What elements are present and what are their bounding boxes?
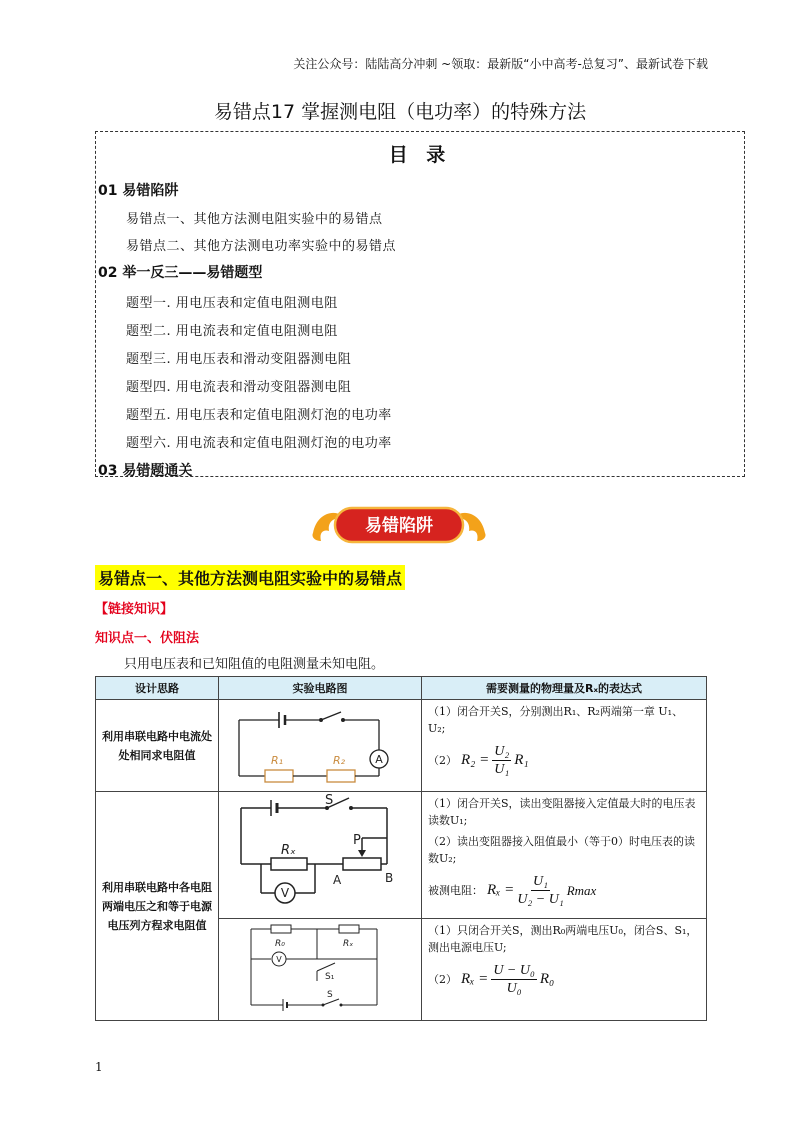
toc-item[interactable]: 题型二. 用电流表和定值电阻测电阻: [126, 324, 338, 339]
numerator: U₂: [494, 744, 510, 759]
expression-cell: [422, 919, 707, 1021]
circuit-cell: [219, 919, 422, 1021]
page-title: 易错点17 掌握测电阻（电功率）的特殊方法: [213, 101, 587, 123]
design-idea: 利用串联电路中电流处处相同求电阻值: [96, 700, 219, 792]
toc-item[interactable]: 易错点一、其他方法测电阻实验中的易错点: [126, 212, 383, 227]
switch-circuit-diagram: [219, 919, 422, 1017]
toc-item[interactable]: 题型五. 用电压表和定值电阻测灯泡的电功率: [126, 408, 392, 423]
toc-section-2[interactable]: 02 举一反三——易错题型: [98, 265, 263, 281]
ammeter-label: A: [375, 753, 383, 766]
toc-section-1[interactable]: 01 易错陷阱: [98, 183, 179, 199]
label-p: P: [353, 833, 361, 848]
toc-heading: 目 录: [388, 144, 452, 166]
header-design: 设计思路: [96, 677, 219, 700]
numerator: U − U₀: [493, 963, 535, 978]
label-r2: R₂: [333, 754, 346, 767]
design-idea: 利用串联电路中各电阻两端电压之和等于电源电压列方程求电阻值: [96, 792, 219, 1021]
label-rx: Rₓ: [281, 843, 296, 858]
toc-item[interactable]: 题型四. 用电流表和滑动变阻器测电阻: [126, 380, 352, 395]
methods-table: [95, 676, 707, 1021]
header-expression: 需要测量的物理量及Rₓ的表达式: [422, 677, 707, 700]
label-r1: R₁: [271, 754, 284, 767]
expression-cell: [422, 792, 707, 919]
voltmeter-label: V: [280, 886, 290, 900]
banner-text: 易错陷阱: [365, 516, 433, 536]
label-b: B: [385, 871, 394, 885]
label-s: S: [325, 793, 334, 808]
toc-item[interactable]: 题型六. 用电流表和定值电阻测灯泡的电功率: [126, 436, 392, 451]
table-of-contents: [95, 131, 745, 477]
expression-cell: [422, 700, 707, 792]
table-header-row: [96, 677, 707, 700]
fraction: [492, 743, 511, 778]
toc-item[interactable]: 题型一. 用电压表和定值电阻测电阻: [126, 296, 338, 311]
formula-rhs: R₀: [539, 971, 555, 987]
formula-lhs: R₂ =: [461, 752, 490, 768]
header-circuit: 实验电路图: [219, 677, 422, 700]
formula: [428, 873, 700, 908]
knowledge-point-title: 知识点一、伏阻法: [95, 631, 200, 646]
step-text: （2）读出变阻器接入阻值最小（等于0）时电压表的读数U₂;: [428, 835, 695, 865]
intro-text: 只用电压表和已知阻值的电阻测量未知电阻。: [124, 657, 385, 672]
step-text: （1）闭合开关S，分别测出R₁、R₂两端第一章 U₁、U₂;: [428, 705, 684, 735]
section-title: 易错点一、其他方法测电阻实验中的易错点: [95, 565, 405, 590]
formula-prefix: （2）: [428, 973, 457, 986]
formula-lhs: Rₓ =: [487, 882, 515, 898]
circuit-cell: [219, 700, 422, 792]
label-rx: Rₓ: [343, 939, 354, 949]
denominator: U₂ − U₁: [517, 892, 564, 907]
formula-rhs: Rmax: [566, 883, 597, 898]
formula-lhs: Rₓ =: [461, 971, 489, 987]
circuit-cell: [219, 792, 422, 919]
formula-prefix: 被测电阻：: [428, 884, 483, 897]
voltmeter-label: V: [276, 955, 282, 964]
fraction: [491, 962, 537, 997]
step-text: （1）只闭合开关S，测出R₀两端电压U₀，闭合S、S₁，测出电源电压U;: [428, 924, 698, 954]
header-note: 关注公众号：陆陆高分冲刺 ~领取：最新版“小中高考-总复习”、最新试卷下载: [293, 57, 708, 71]
formula-prefix: （2）: [428, 754, 457, 767]
toc-item[interactable]: 易错点二、其他方法测电功率实验中的易错点: [126, 239, 397, 254]
formula-rhs: R₁: [514, 752, 529, 768]
fraction: [517, 873, 563, 908]
table-row: [96, 792, 707, 919]
section-banner: [309, 503, 489, 549]
toc-section-3[interactable]: 03 易错题通关: [98, 463, 193, 479]
step-text: （1）闭合开关S，读出变阻器接入定值最大时的电压表读数U₁;: [428, 797, 696, 827]
label-r0: R₀: [275, 939, 285, 949]
rheostat-circuit-diagram: [219, 792, 422, 915]
page-number: 1: [95, 1060, 103, 1074]
label-a: A: [333, 873, 342, 887]
series-circuit-diagram: [219, 700, 422, 788]
formula: [428, 743, 700, 778]
numerator: U₁: [533, 874, 548, 889]
table-row: [96, 700, 707, 792]
denominator: U₁: [494, 762, 510, 777]
formula: [428, 962, 700, 997]
toc-item[interactable]: 题型三. 用电压表和滑动变阻器测电阻: [126, 352, 352, 367]
link-knowledge-label: 【链接知识】: [95, 602, 174, 617]
label-s: S: [327, 990, 333, 1000]
denominator: U₀: [506, 981, 522, 996]
label-s1: S₁: [325, 972, 335, 982]
